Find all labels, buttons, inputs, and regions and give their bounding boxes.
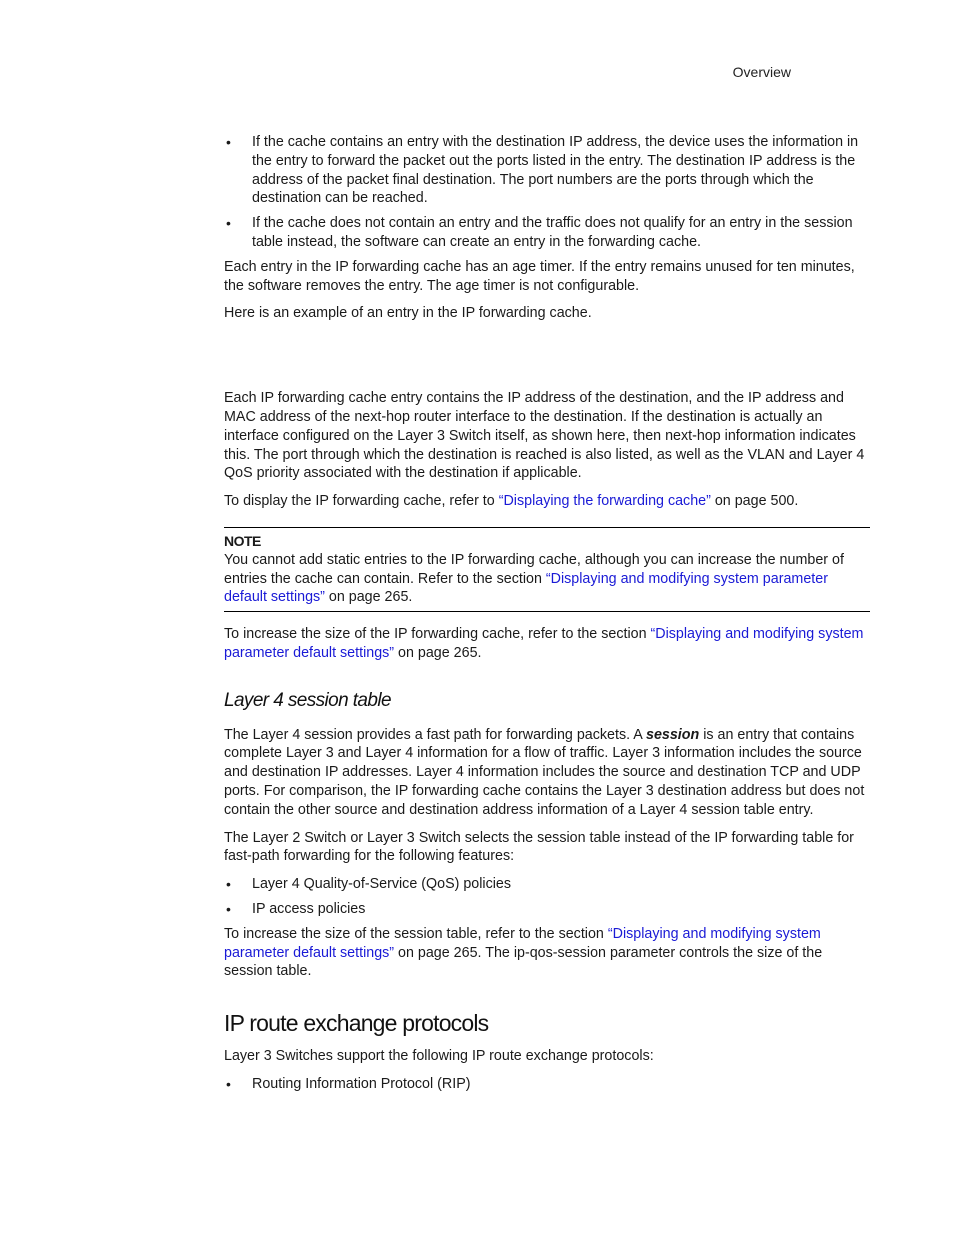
running-header: Overview (732, 64, 791, 80)
paragraph-route-protocols-intro: Layer 3 Switches support the following IP route exchange protocols: (224, 1047, 654, 1064)
list-item-text: Layer 4 Quality-of-Service (QoS) policies (252, 876, 512, 893)
list-item-text: Routing Information Protocol (RIP) (252, 1075, 471, 1092)
example-spacer (224, 332, 870, 389)
intro-bullet-list (224, 133, 870, 252)
text-run: To increase the size of the session table, refer to the section (224, 925, 608, 942)
link-system-parameter-settings[interactable]: “Displaying and modifying system parameter default settings” (224, 626, 864, 661)
list-item (224, 875, 870, 894)
list-item (224, 900, 870, 919)
text-run: on page 500. (710, 493, 799, 510)
list-item (224, 1075, 870, 1094)
bullet-icon: • (226, 1075, 231, 1092)
emphasis-session: session (646, 726, 700, 743)
note-label: NOTE (224, 532, 261, 549)
bullet-icon: • (226, 900, 231, 917)
paragraph-entry-contents: Each IP forwarding cache entry contains the IP address of the destination, and the IP address and MAC address of the next-hop router interface to the destination. If the destination is actually an interface configured on the Layer 3 Switch itself, as shown here, then next-hop information indicates this. The port through which the destination is reached is also listed, as well as the VLAN and Layer 4 QoS priority associated with the destination if applicable. (224, 390, 865, 482)
paragraph-session-selection: The Layer 2 Switch or Layer 3 Switch selects the session table instead of the IP forwarding table for fast-path forwarding for the following features: (224, 829, 854, 865)
list-item-text: IP access policies (252, 900, 366, 917)
protocols-bullet-list (224, 1075, 870, 1094)
text-run: To display the IP forwarding cache, refer to (224, 493, 499, 510)
bullet-icon: • (226, 876, 231, 893)
bullet-icon: • (226, 215, 231, 232)
link-system-parameter-settings[interactable]: “Displaying and modifying system parameter default settings” (224, 925, 821, 961)
note-box (224, 527, 870, 612)
text-run: on page 265. (394, 644, 482, 661)
list-item-text: If the cache contains an entry with the destination IP address, the device uses the information in the entry to forward the packet out the ports listed in the entry. The destination IP address is the address of the packet final destination. The port numbers are the ports through which the destination can be reached. (252, 134, 859, 207)
bullet-icon: • (226, 134, 231, 150)
list-item-text: If the cache does not contain an entry and the traffic does not qualify for an entry in the session table instead, the software can create an entry in the forwarding cache. (252, 215, 853, 250)
text-run: is an entry that contains complete Layer 3 and Layer 4 information for a flow of traffic. Layer 3 information includes the source and destination IP addresses. Layer 4 information includes the source and destination TCP and UDP ports. For comparison, the IP forwarding cache contains the Layer 3 destination address but does not contain the other source and destination address information of a Layer 4 session table entry. (224, 726, 865, 818)
text-run: You cannot add static entries to the IP forwarding cache, although you can increase the number of entries the cache can contain. Refer to the section (224, 551, 844, 587)
paragraph-increase-session-table (224, 925, 870, 981)
list-item (224, 214, 870, 252)
text-run: on page 265. The ip-qos-session parameter controls the size of the session table. (224, 944, 823, 980)
note-text (224, 551, 870, 607)
paragraph-session-definition (224, 726, 870, 820)
list-item (224, 133, 870, 208)
paragraph-example-intro: Here is an example of an entry in the IP forwarding cache. (224, 305, 592, 322)
heading-ip-route-exchange-protocols: IP route exchange protocols (224, 1010, 489, 1037)
link-system-parameter-settings[interactable]: “Displaying and modifying system parameter default settings” (224, 570, 828, 606)
features-bullet-list (224, 875, 870, 919)
text-run: on page 265. (324, 589, 413, 606)
paragraph-age-timer: Each entry in the IP forwarding cache has an age timer. If the entry remains unused for ten minutes, the software removes the entry. The age timer is not configurable. (224, 258, 855, 294)
text-run: To increase the size of the IP forwarding cache, refer to the section (224, 626, 651, 643)
paragraph-increase-cache (224, 625, 870, 663)
page-body (224, 133, 870, 1099)
heading-layer4-session-table: Layer 4 session table (224, 689, 391, 711)
paragraph-display-cache (224, 492, 870, 511)
text-run: The Layer 4 session provides a fast path for forwarding packets. A (224, 726, 646, 743)
link-displaying-forwarding-cache[interactable]: “Displaying the forwarding cache” (498, 493, 711, 510)
